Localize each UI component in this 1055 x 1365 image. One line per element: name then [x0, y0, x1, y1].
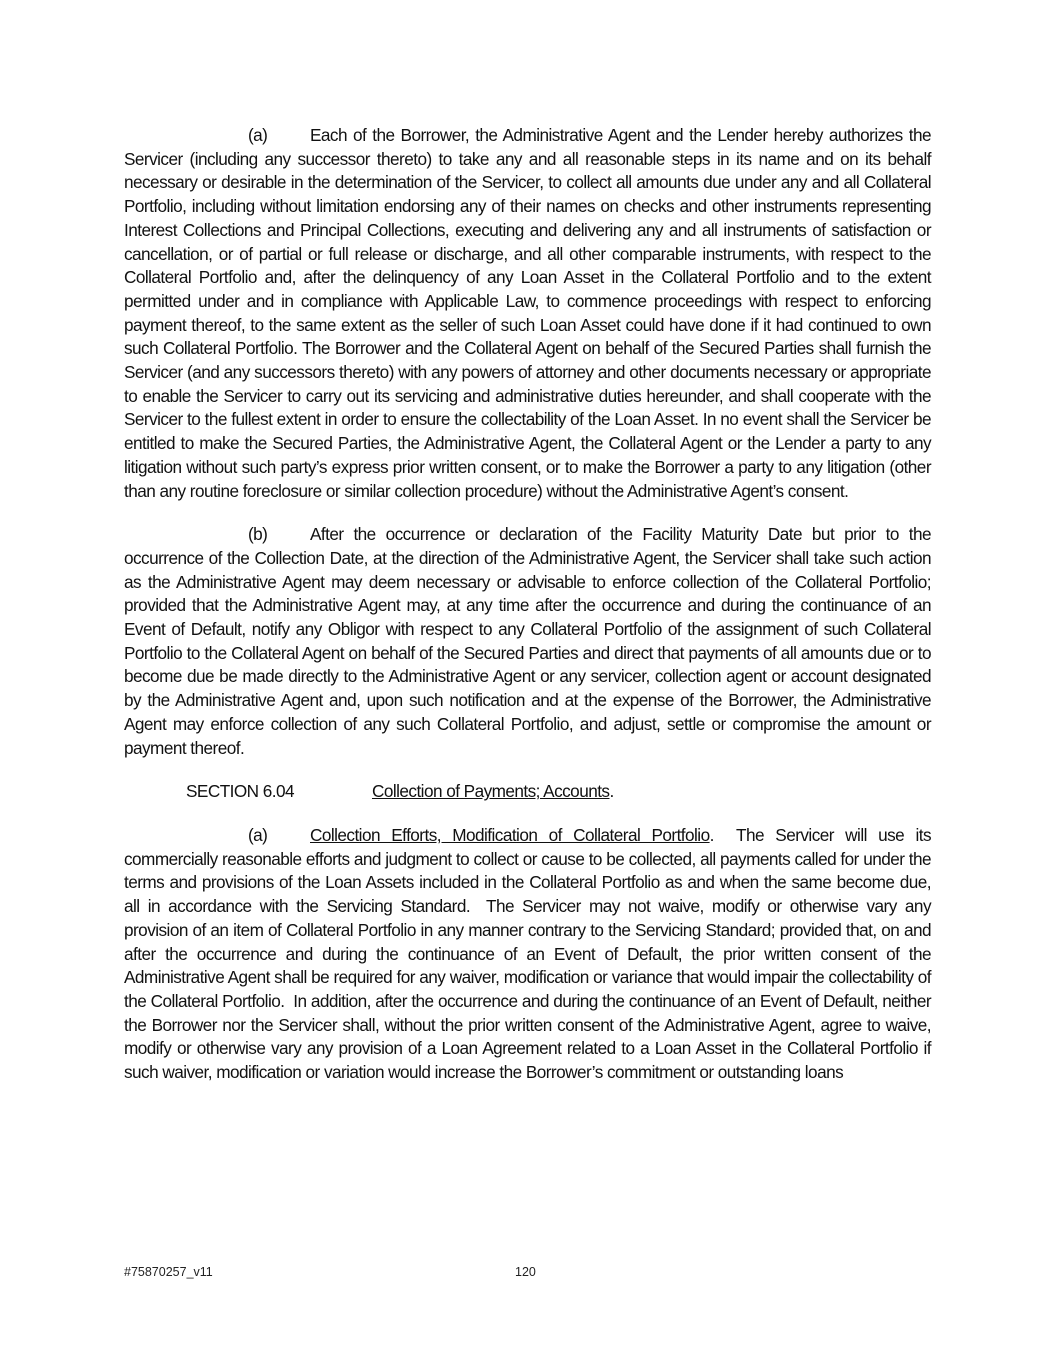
paragraph-spacer: [124, 804, 931, 824]
paragraph-text: After the occurrence or declaration of the Facility Maturity Date but prior to the occurrence of the Collection Date, at the direction of the Administrative Agent, the Servicer shall take such action as the Administrative Agent may deem necessary or advisable to enforce collection of the Collateral Portfolio; provided that the Administrative Agent may, at any time after the occurrence and during the continuance of an Event of Default, notify any Obligor with respect to any Collateral Portfolio of the assignment of such Collateral Portfolio to the Collateral Agent on behalf of the Secured Parties and direct that payments of all amounts due or to become due be made directly to the Administrative Agent or any servicer, collection agent or account designated by the Administrative Agent and, upon such notification and at the expense of the Borrower, the Administrative Agent may enforce collection of any such Collateral Portfolio, and adjust, settle or compromise the amount or payment thereof.: [124, 524, 931, 758]
section-number: SECTION 6.04: [186, 781, 295, 802]
paragraph-enumerator: (a): [248, 125, 268, 145]
document-page: [124, 124, 936, 1085]
footer-document-id: #75870257_v11: [124, 1265, 213, 1279]
paragraph-text: Each of the Borrower, the Administrative Agent and the Lender hereby authorizes the Servicer (including any successor thereto) to take any and all reasonable steps in its name and on its behalf necessary or desirable in the determination of the Servicer, to collect all amounts due under any and all Collateral Portfolio, including without limitation endorsing any of their names on checks and other instruments representing Interest Collections and Principal Collections, executing and delivering any and all instruments of satisfaction or cancellation, or of partial or full release or discharge, and all other comparable instruments, with respect to the Collateral Portfolio and, after the delinquency of any Loan Asset in the Collateral Portfolio and to the extent permitted under and in compliance with Applicable Law, to commence proceedings with respect to enforcing payment thereof, to the same extent as the seller of such Loan Asset could have done if it had continued to own such Collateral Portfolio. The Borrower and the Collateral Agent on behalf of the Secured Parties shall furnish the Servicer (and any successors thereto) with any powers of attorney and other documents necessary or appropriate to enable the Servicer to carry out its servicing and administrative duties hereunder, and shall cooperate with the Servicer to the fullest extent in order to ensure the collectability of the Loan Asset. In no event shall the Servicer be entitled to make the Secured Parties, the Administrative Agent, the Collateral Agent or the Lender a party to any litigation without such party’s express prior written consent, or to make the Borrower a party to any litigation (other than any routine foreclosure or similar collection procedure) without the Administrative Agent’s consent.: [124, 125, 931, 501]
section-title: Collection of Payments; Accounts: [372, 781, 610, 802]
paragraph-spacer: [124, 503, 931, 523]
section-title-suffix: .: [609, 781, 614, 802]
paragraph-enumerator: (b): [248, 524, 268, 545]
footer-page-number: 120: [515, 1265, 536, 1279]
section-heading: [124, 780, 931, 804]
paragraph-spacer: [124, 760, 931, 780]
paragraph-enumerator: (a): [248, 824, 268, 845]
paragraph-b: [124, 523, 931, 760]
paragraph-a: [124, 124, 931, 503]
paragraph-heading-suffix: .: [709, 824, 714, 845]
section-paragraph-a: [124, 824, 936, 1085]
paragraph-text: The Servicer will use its commercially reasonable efforts and judgment to collect or cause to be collected, all payments called for under the terms and provisions of the Loan Assets included in the Collateral Portfolio as and when the same become due, all in accordance with the Servicing Standard. The Servicer may not waive, modify or otherwise vary any provision of an item of Collateral Portfolio in any manner contrary to the Servicing Standard; provided that, on and after the occurrence and during the continuance of an Event of Default, the prior written consent of the Administrative Agent shall be required for any waiver, modification or variance that would impair the collectability of the Collateral Portfolio. In addition, after the occurrence and during the continuance of an Event of Default, neither the Borrower nor the Servicer shall, without the prior written consent of the Administrative Agent, agree to waive, modify or otherwise vary any provision of a Loan Agreement related to a Loan Asset in the Collateral Portfolio if such waiver, modification or variation would increase the Borrower’s commitment or outstanding loans: [124, 824, 936, 1083]
paragraph-heading: Collection Efforts, Modification of Collateral Portfolio: [310, 824, 710, 845]
